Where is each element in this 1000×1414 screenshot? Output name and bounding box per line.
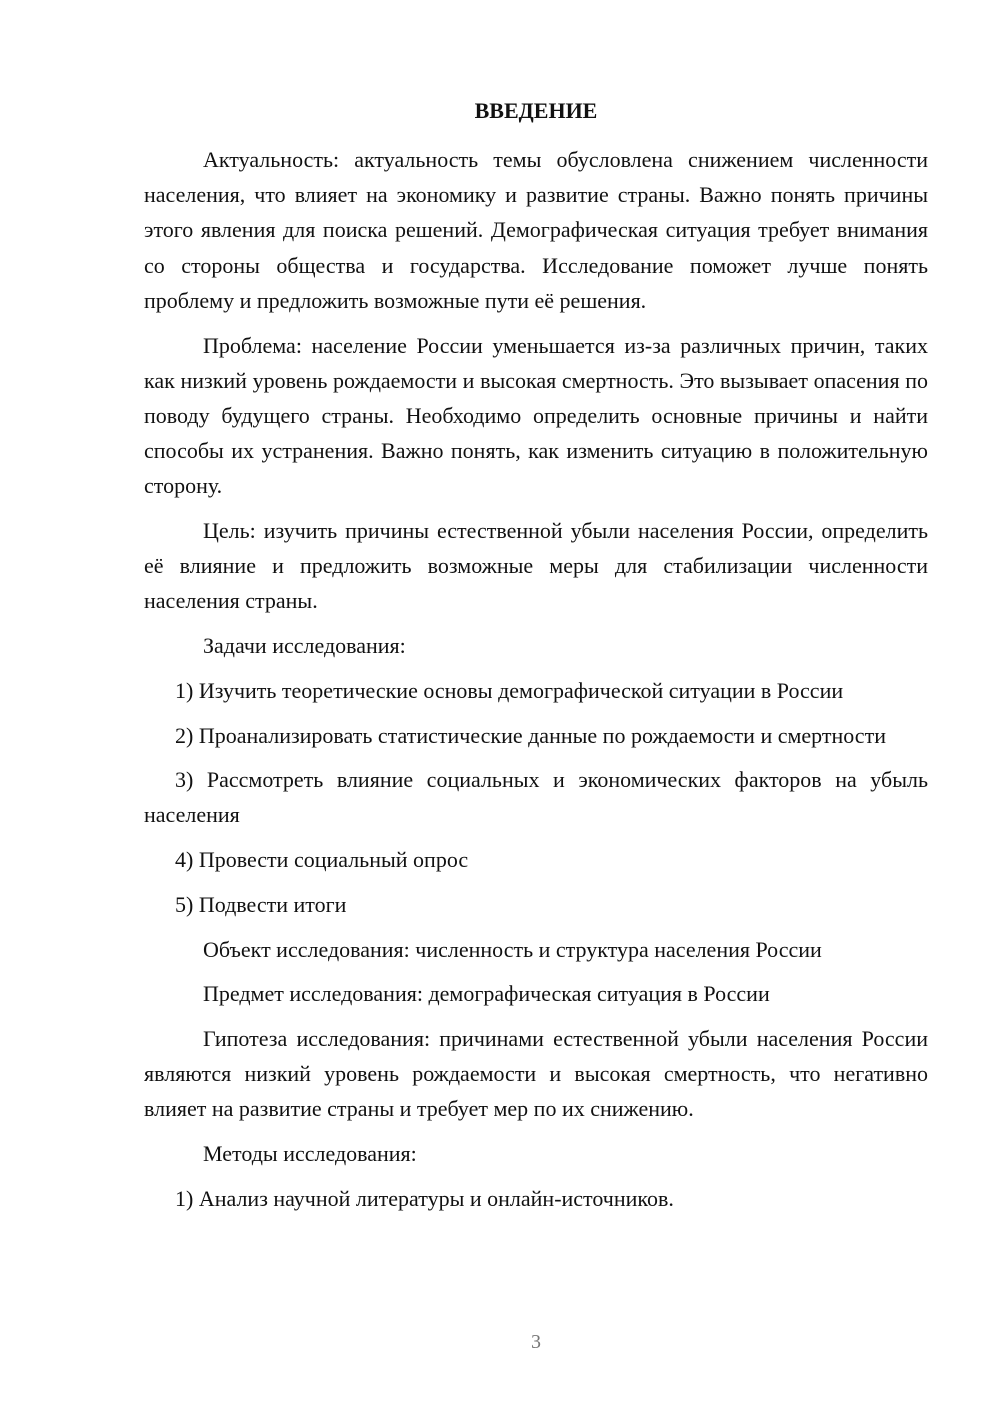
task-item-2: 2) Проанализировать статистические данные по рождаемости и смертности xyxy=(175,722,886,748)
problem-paragraph: Проблема: население России уменьшается из-за различных причин, таких как низкий уровень рождаемости и высокая смертность. Это вызывает опасения по поводу будущего страны. Необходимо определить основные причины и найти способы их устранения. Важно понять, как изменить ситуацию в положительную сторону. xyxy=(144,332,928,499)
task-item-5: 5) Подвести итоги xyxy=(175,891,347,917)
object-paragraph: Объект исследования: численность и структура населения России xyxy=(203,936,822,962)
subject-paragraph: Предмет исследования: демографическая ситуация в России xyxy=(203,981,770,1007)
task-item-1: 1) Изучить теоретические основы демографической ситуации в России xyxy=(175,677,844,703)
methods-heading: Методы исследования: xyxy=(203,1141,417,1167)
tasks-heading: Задачи исследования: xyxy=(203,633,406,659)
hypothesis-paragraph: Гипотеза исследования: причинами естественной убыли населения России являются низкий уровень рождаемости и высокая смертность, что негативно влияет на развитие страны и требует мер по их снижению. xyxy=(144,1025,928,1122)
goal-paragraph: Цель: изучить причины естественной убыли населения России, определить её влияние и предложить возможные меры для стабилизации численности населения страны. xyxy=(144,518,928,614)
page-title: ВВЕДЕНИЕ xyxy=(474,98,598,123)
method-item-1: 1) Анализ научной литературы и онлайн-источников. xyxy=(175,1185,674,1211)
task-item-4: 4) Провести социальный опрос xyxy=(175,847,469,873)
relevance-paragraph: Актуальность: актуальность темы обусловлена снижением численности населения, что влияет на экономику и развитие страны. Важно понять причины этого явления для поиска решений. Демографическая ситуация требует внимания со стороны общества и государства. Исследование поможет лучше понять проблему и предложить возможные пути её решения. xyxy=(144,147,928,313)
page-number: 3 xyxy=(531,1331,541,1353)
document-body xyxy=(144,142,928,1225)
task-item-3: 3) Рассмотреть влияние социальных и экономических факторов на убыль населения xyxy=(144,767,928,828)
